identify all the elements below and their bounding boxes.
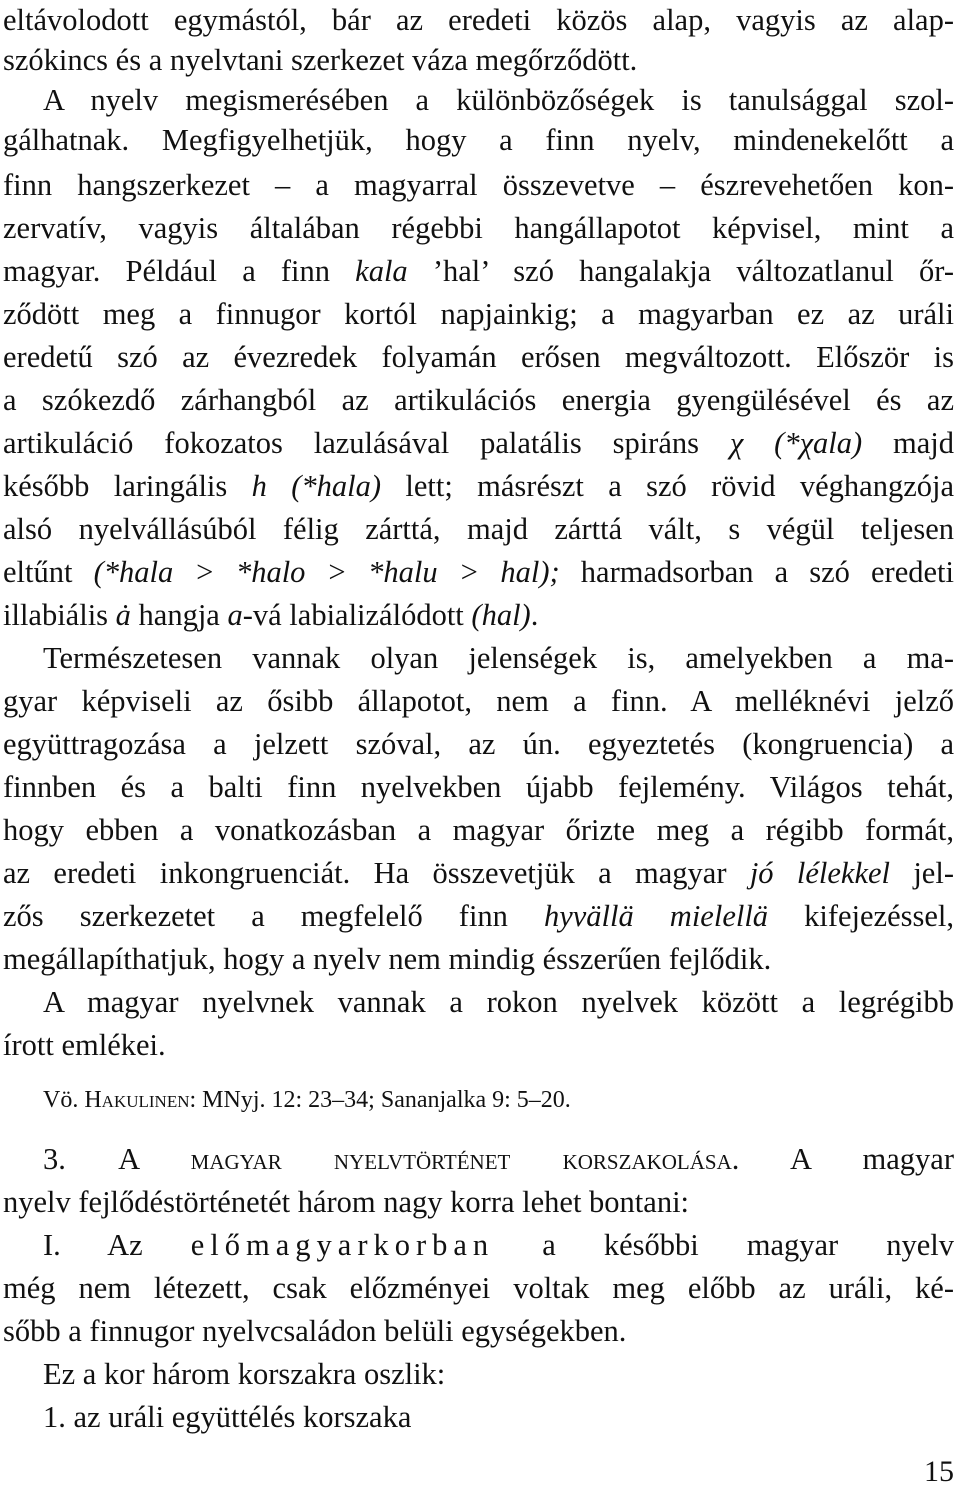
section-heading-line [43, 1139, 954, 1179]
text-line [3, 251, 954, 291]
text-run: később laringális [3, 469, 252, 503]
text-line [3, 853, 954, 893]
text-run: artikuláció fokozatos lazulásával palatális spiráns [3, 426, 730, 460]
text-line: alsó nyelvállásúból félig zárttá, majd zárttá vált, s végül teljesen [3, 512, 954, 546]
text-line: írott emlékei. [3, 1028, 166, 1062]
italic-form: a [227, 598, 243, 632]
text-run: majd [862, 426, 954, 460]
text-run: A magyar [789, 1142, 954, 1176]
text-line: gálhatnak. Megfigyelhetjük, hogy a finn nyelv, mindenekelőtt a [3, 123, 954, 157]
text-line: gyar képviseli az ősibb állapotot, nem a finn. A melléknévi jelző [3, 684, 954, 718]
text-run: zős szerkezetet a megfelelő finn [3, 899, 544, 933]
text-line: finn hangszerkezet – a magyarral összevetve – észrevehetően kon- [3, 168, 954, 202]
text-line: nyelv fejlődéstörténetét három nagy korra lehet bontani: [3, 1185, 690, 1219]
text-run: : MNyj. 12: 23–34; Sananjalka 9: 5–20. [189, 1087, 571, 1113]
text-line: 1. az uráli együttélés korszaka [43, 1400, 412, 1434]
text-run: -vá labializálódott [242, 598, 472, 632]
italic-phrase: hyvällä mielellä [543, 899, 769, 933]
text-line: A magyar nyelvnek vannak a rokon nyelvek között a legrégibb [43, 985, 954, 1019]
text-line: hogy ebben a vonatkozásban a magyar őrizte meg a régibb formát, [3, 813, 954, 847]
text-line [3, 896, 954, 936]
text-run: jel- [890, 856, 954, 890]
author-name: Hakulinen [84, 1087, 190, 1113]
text-line [3, 466, 954, 506]
text-line: együttragozása a jelzett szóval, az ún. egyeztetés (kongruencia) a [3, 727, 954, 761]
text-line: szókincs és a nyelvtani szerkezet váza megőrződött. [3, 43, 638, 77]
text-line: ződött meg a finnugor kortól napjainkig; a magyarban ez az uráli [3, 297, 954, 331]
text-run: illabiális [3, 598, 116, 632]
text-line [3, 423, 954, 463]
text-run: hangja [130, 598, 228, 632]
text-run: Vö. [43, 1087, 85, 1113]
italic-form: χ (*χala) [729, 426, 863, 460]
text-run: . [530, 598, 539, 632]
section-number: 3. [43, 1142, 66, 1176]
text-line [3, 595, 954, 635]
text-run: ’hal’ szó hangalakja változatlanul őr- [407, 254, 954, 288]
italic-form: (hal) [471, 598, 531, 632]
spaced-term: előmagyarkorban [190, 1228, 495, 1262]
text-line: eltávolodott egymástól, bár az eredeti közös alap, vagyis az alap- [3, 3, 954, 37]
text-run: harmadsorban a szó eredeti [559, 555, 954, 589]
text-line: zervatív, vagyis általában régebbi hangállapotot képvisel, mint a [3, 211, 954, 245]
text-line [3, 552, 954, 592]
text-line: Természetesen vannak olyan jelenségek is, amelyekben a ma- [43, 641, 954, 675]
text-line: sőbb a finnugor nyelvcsaládon belüli egységekben. [3, 1314, 627, 1348]
text-run: I. Az [43, 1228, 143, 1262]
text-run: az eredeti inkongruenciát. Ha összevetjük a magyar [3, 856, 750, 890]
italic-form: h (*hala) [251, 469, 382, 503]
text-line: eredetű szó az évezredek folyamán erősen megváltozott. Először is [3, 340, 954, 374]
reference-note [43, 1080, 954, 1120]
text-line [43, 1225, 954, 1265]
text-line: a szókezdő zárhangból az artikulációs energia gyengülésével és az [3, 383, 954, 417]
text-line: Ez a kor három korszakra oszlik: [43, 1357, 446, 1391]
italic-phrase: jó lélekkel [749, 856, 890, 890]
italic-form: ȧ [115, 598, 131, 632]
text-run: magyar. Például a finn [3, 254, 356, 288]
italic-word: kala [355, 254, 408, 288]
text-run: a későbbi magyar nyelv [542, 1228, 955, 1262]
section-heading: A magyar nyelvtörténet korszakolása. [118, 1142, 740, 1176]
text-line: finnben és a balti finn nyelvekben újabb fejlemény. Világos tehát, [3, 770, 954, 804]
text-run: eltűnt [3, 555, 94, 589]
text-run: kifejezéssel, [768, 899, 954, 933]
text-run: lett; másrészt a szó rövid véghangzója [381, 469, 955, 503]
page-number: 15 [924, 1455, 954, 1488]
text-line: megállapíthatjuk, hogy a nyelv nem mindig ésszerűen fejlődik. [3, 942, 772, 976]
italic-form: (*hala > *halo > *halu > hal); [93, 555, 560, 589]
text-line: még nem létezett, csak előzményei voltak meg előbb az uráli, ké- [3, 1271, 954, 1305]
text-line: A nyelv megismerésében a különbözőségek is tanulsággal szol- [43, 83, 954, 117]
